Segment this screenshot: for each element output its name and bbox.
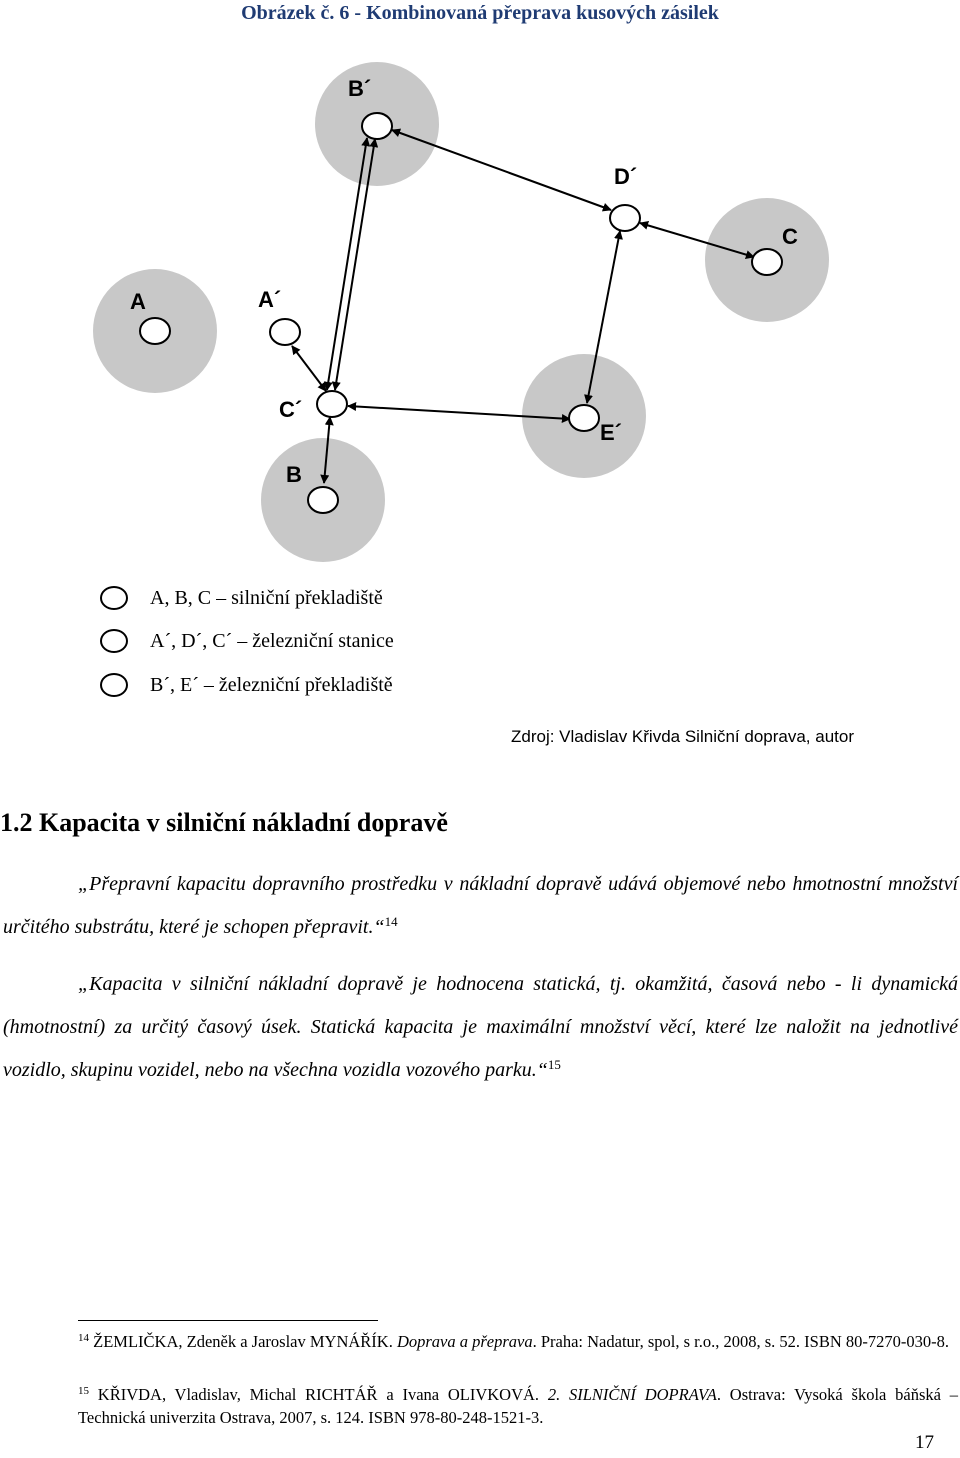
section-heading: 1.2 Kapacita v silniční nákladní dopravě: [0, 808, 448, 837]
node-c: [752, 249, 782, 275]
paragraph-capacity-definition: [3, 863, 958, 949]
label-a-prime: A´: [258, 287, 282, 312]
footnote-title: 2. SILNIČNÍ DOPRAVA: [547, 1385, 717, 1404]
label-c: C: [782, 224, 798, 249]
transport-diagram: [0, 50, 960, 570]
arrow-a-prime-c-prime: [292, 346, 326, 391]
legend-item-rail-station: [100, 626, 394, 656]
node-e-prime: [569, 405, 599, 431]
footnote-14: [78, 1330, 958, 1353]
quote-text: „Kapacita v silniční nákladní dopravě je hodnocena statická, tj. okamžitá, časová nebo - li dynamická (hmotnostní) za určitý časový úsek. Statická kapacita je maximální množství věcí, které lze naložit na jednotlivé vozidlo, skupinu vozidel, nebo na všechna vozidla vozového parku.“: [3, 973, 958, 1081]
paragraph-capacity-types: [3, 963, 958, 1092]
footnote-rest: . Ostrava: Vysoká škola báňská – Technická univerzita Ostrava, 2007, s. 124. ISBN 978-80-248-1521-3.: [78, 1385, 958, 1427]
legend-circle-icon: [100, 586, 128, 610]
footnote-separator: [78, 1320, 378, 1321]
label-d-prime: D´: [614, 164, 638, 189]
node-b: [308, 487, 338, 513]
legend-text: A´, D´, C´ – železniční stanice: [150, 629, 394, 652]
label-c-prime: C´: [279, 397, 303, 422]
footnote-number: 14: [78, 1332, 89, 1344]
footnote-authors: ŽEMLIČKA, Zdeněk a Jaroslav MYNÁŘÍK.: [93, 1332, 397, 1351]
legend-circle-icon: [100, 673, 128, 697]
footnote-rest: . Praha: Nadatur, spol, s r.o., 2008, s. 52. ISBN 80-7270-030-8.: [532, 1332, 950, 1351]
footnote-number: 15: [78, 1385, 89, 1397]
label-a: A: [130, 289, 146, 314]
footnote-ref-14[interactable]: 14: [384, 914, 398, 929]
figure-caption: Obrázek č. 6 - Kombinovaná přeprava kusových zásilek: [241, 2, 719, 24]
legend-item-rail-transshipment: [100, 670, 393, 700]
legend-item-road: [100, 583, 383, 613]
footnote-15: [78, 1383, 958, 1429]
figure-source: Zdroj: Vladislav Křivda Silniční doprava, autor: [511, 727, 854, 746]
footnote-ref-15[interactable]: 15: [547, 1057, 561, 1072]
node-a-prime: [270, 319, 300, 345]
label-b: B: [286, 462, 302, 487]
node-a: [140, 318, 170, 344]
node-d-prime: [610, 205, 640, 231]
legend-text: A, B, C – silniční překladiště: [150, 586, 383, 609]
node-b-prime: [362, 113, 392, 139]
footnote-authors: KŘIVDA, Vladislav, Michal RICHTÁŘ a Ivana OLIVKOVÁ.: [97, 1385, 548, 1404]
quote-text: „Přepravní kapacitu dopravního prostředku v nákladní dopravě udává objemové nebo hmotnostní množství určitého substrátu, které je schopen přepravit.“: [3, 873, 958, 938]
page-number: 17: [915, 1432, 934, 1453]
legend-circle-icon: [100, 629, 128, 653]
label-b-prime: B´: [348, 76, 372, 101]
node-c-prime: [317, 391, 347, 417]
legend-text: B´, E´ – železniční překladiště: [150, 673, 393, 696]
arrow-b-prime-d-prime: [392, 130, 611, 210]
footnote-title: Doprava a přeprava: [396, 1332, 533, 1351]
label-e-prime: E´: [600, 420, 622, 445]
